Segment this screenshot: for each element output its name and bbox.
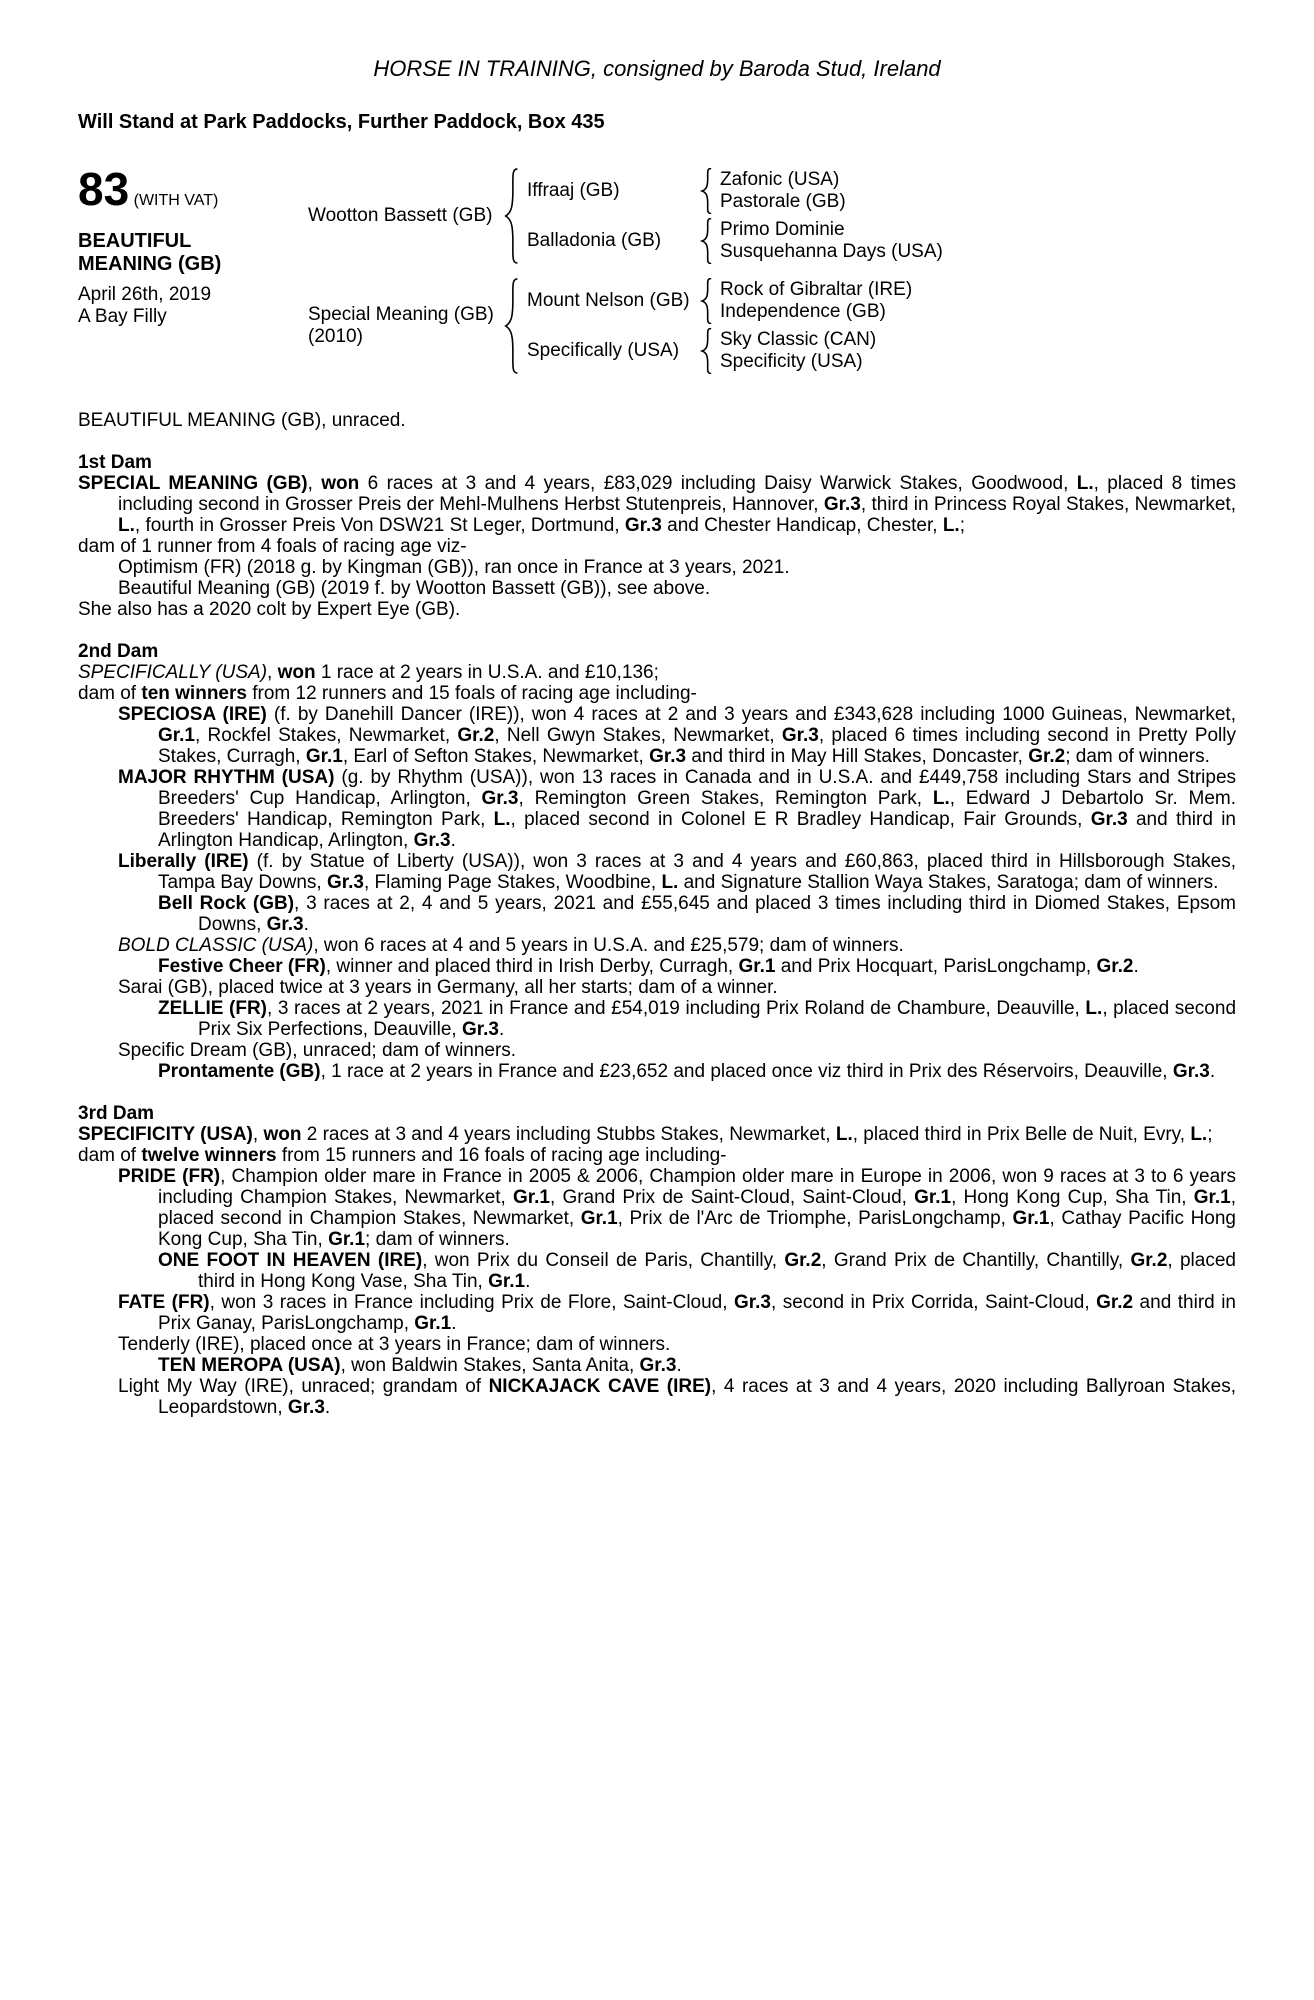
brace-icon: [700, 278, 714, 324]
pedigree-text: [78, 410, 1236, 1418]
text-segment: 1st Dam: [78, 452, 152, 473]
text-segment: 6 races at 3 and 4 years, £83,029 including Daisy Warwick Stakes, Goodwood,: [359, 473, 1077, 494]
text-segment: , placed second in Champion Stakes, Newmarket,: [158, 1187, 1237, 1229]
text-segment: ten winners: [141, 683, 247, 704]
dam-name-text: Special Meaning (GB): [308, 304, 494, 325]
para-sarai: [78, 977, 1236, 998]
text-segment: dam of: [78, 683, 142, 704]
para-bold-classic: [78, 935, 1236, 956]
para-special-meaning: [78, 473, 1236, 536]
text-segment: , 1 race at 2 years in France and £23,652 and placed once viz third in Prix des Réservoirs, Deauville,: [320, 1061, 1173, 1082]
text-segment: , won 6 races at 4 and 5 years in U.S.A. and £25,579; dam of winners.: [313, 935, 904, 956]
text-segment: Gr.3: [287, 1397, 325, 1418]
dam-dam-name: Specifically (USA): [527, 340, 680, 361]
text-segment: Gr.3: [413, 830, 451, 851]
text-segment: ONE FOOT IN HEAVEN (IRE): [158, 1250, 423, 1271]
text-segment: , placed second in Colonel E R Bradley Handicap, Fair Grounds,: [510, 809, 1091, 830]
text-segment: .: [498, 1019, 505, 1040]
ancestor-name: Rock of Gibraltar (IRE): [720, 279, 913, 300]
text-segment: (g. by Rhythm (USA)), won 13 races in Canada and in U.S.A. and £449,758 including Stars and Stripes Breeders' Cup Handicap, Arlington,: [158, 767, 1237, 809]
sire-sire-name: Iffraaj (GB): [527, 180, 620, 201]
text-segment: ,: [307, 473, 322, 494]
text-segment: and third in May Hill Stakes, Doncaster,: [686, 746, 1029, 767]
text-segment: , Nell Gwyn Stakes, Newmarket,: [494, 725, 782, 746]
para-liberally: [78, 851, 1236, 893]
text-segment: , fourth in Grosser Preis Von DSW21 St Leger, Dortmund,: [134, 515, 625, 536]
text-segment: FATE (FR): [118, 1292, 210, 1313]
text-segment: 2nd Dam: [78, 641, 159, 662]
text-segment: Prontamente (GB): [158, 1061, 321, 1082]
dam-sire-name: Mount Nelson (GB): [527, 290, 690, 311]
para-ten-meropa: [78, 1355, 1236, 1376]
dam-branch: [308, 278, 1236, 374]
text-segment: L.: [1085, 998, 1103, 1019]
text-segment: MAJOR RHYTHM (USA): [118, 767, 335, 788]
text-segment: Gr.2: [1096, 956, 1134, 977]
text-segment: SPECIFICITY (USA): [78, 1124, 253, 1145]
text-segment: Gr.3: [624, 515, 662, 536]
text-segment: Sarai (GB), placed twice at 3 years in Germany, all her starts; dam of a winner.: [118, 977, 778, 998]
text-segment: Gr.3: [481, 788, 519, 809]
text-segment: , placed 8 times including second in Grosser Preis der Mehl-Mulhens Herbst Stutenpreis, Hannover,: [118, 473, 1236, 515]
text-segment: NICKAJACK CAVE (IRE): [488, 1376, 712, 1397]
text-segment: twelve winners: [141, 1145, 277, 1166]
text-segment: L.: [493, 809, 511, 830]
text-segment: SPECIOSA (IRE): [118, 704, 267, 725]
text-segment: , Flaming Page Stakes, Woodbine,: [363, 872, 662, 893]
text-segment: , Prix de l'Arc de Triomphe, ParisLongchamp,: [617, 1208, 1013, 1229]
text-segment: L.: [835, 1124, 853, 1145]
text-segment: and third in Arlington Handicap, Arlington,: [158, 809, 1236, 851]
text-segment: , third in Princess Royal Stakes, Newmarket,: [860, 494, 1236, 515]
text-segment: (f. by Danehill Dancer (IRE)), won 4 races at 2 and 3 years and £343,628 including 1000 Guineas, Newmarket,: [266, 704, 1236, 725]
horse-name: BEAUTIFUL MEANING (GB): [78, 230, 222, 275]
text-segment: Bell Rock (GB): [158, 893, 295, 914]
brace-icon: [700, 218, 714, 264]
text-segment: Gr.1: [914, 1187, 952, 1208]
sire-parents: [527, 168, 1236, 264]
text-segment: Gr.3: [462, 1019, 499, 1040]
text-segment: and third in Prix Ganay, ParisLongchamp,: [158, 1292, 1236, 1334]
text-segment: from 15 runners and 16 foals of racing age including-: [276, 1145, 727, 1166]
text-segment: BOLD CLASSIC (USA): [118, 935, 314, 956]
text-segment: , 3 races at 2, 4 and 5 years, 2021 and £55,645 and placed 3 times including third in Diomed Stakes, Epsom Downs,: [198, 893, 1236, 935]
dam-sire-row: [527, 278, 1236, 324]
text-segment: won: [277, 662, 316, 683]
lot-number-line: [78, 163, 308, 215]
text-segment: Gr.1: [513, 1187, 550, 1208]
text-segment: , Cathay Pacific Hong Kong Cup, Sha Tin,: [158, 1208, 1237, 1250]
ancestor-name: Specificity (USA): [720, 351, 863, 372]
text-segment: ;: [959, 515, 965, 536]
heading-1st-dam: [78, 452, 1236, 473]
text-segment: Gr.3: [266, 914, 304, 935]
text-segment: , Edward J Debartolo Sr. Mem. Breeders' Handicap, Remington Park,: [158, 788, 1237, 830]
text-segment: .: [450, 830, 456, 851]
text-segment: Gr.1: [738, 956, 776, 977]
dam-dam-row: [527, 328, 1236, 374]
text-segment: won: [321, 473, 360, 494]
text-segment: dam of: [78, 1145, 142, 1166]
ancestor-name: Primo Dominie: [720, 219, 845, 240]
text-segment: , 4 races at 3 and 4 years, 2020 including Ballyroan Stakes, Leopardstown,: [158, 1376, 1236, 1418]
text-segment: , won Baldwin Stakes, Santa Anita,: [340, 1355, 640, 1376]
text-segment: Gr.3: [781, 725, 819, 746]
lot-vat-note: (WITH VAT): [133, 192, 219, 209]
text-segment: won: [263, 1124, 302, 1145]
text-segment: Gr.3: [823, 494, 861, 515]
stand-location: Will Stand at Park Paddocks, Further Paddock, Box 435: [78, 111, 605, 133]
text-segment: .: [1133, 956, 1139, 977]
text-segment: Beautiful Meaning (GB) (2019 f. by Wootton Bassett (GB)), see above.: [118, 578, 711, 599]
sire-dam-row: [527, 218, 1236, 264]
text-segment: Gr.2: [1130, 1250, 1168, 1271]
text-segment: and Chester Handicap, Chester,: [661, 515, 943, 536]
sire-sire-parents: [720, 169, 1236, 213]
text-segment: L.: [932, 788, 950, 809]
para-prontamente: [78, 1061, 1236, 1082]
brace-icon: [503, 168, 521, 264]
text-segment: BEAUTIFUL MEANING (GB), unraced.: [78, 410, 406, 431]
para-fate: [78, 1292, 1236, 1334]
sire-dam-parents: [720, 219, 1236, 263]
text-segment: .: [676, 1355, 682, 1376]
text-segment: ; dam of winners.: [365, 1229, 510, 1250]
text-segment: 1 race at 2 years in U.S.A. and £10,136;: [315, 662, 659, 683]
text-segment: ZELLIE (FR): [158, 998, 268, 1019]
text-segment: Gr.2: [784, 1250, 822, 1271]
sire-sire-row: [527, 168, 1236, 214]
text-segment: , won Prix du Conseil de Paris, Chantilly,: [422, 1250, 785, 1271]
lot-number: 83: [78, 163, 130, 215]
heading-3rd-dam: [78, 1103, 1236, 1124]
text-segment: L.: [1076, 473, 1094, 494]
para-specifically: [78, 662, 1236, 683]
dam-dam-parents: [720, 329, 1236, 373]
text-segment: ,: [252, 1124, 264, 1145]
text-segment: , placed third in Prix Belle de Nuit, Evry,: [852, 1124, 1191, 1145]
pedigree-tree: [308, 166, 1236, 374]
text-segment: Gr.3: [1172, 1061, 1210, 1082]
para-light-my-way: [78, 1376, 1236, 1418]
text-segment: Gr.3: [734, 1292, 771, 1313]
text-segment: TEN MEROPA (USA): [158, 1355, 341, 1376]
brace-icon: [700, 168, 714, 214]
consignment-header: HORSE IN TRAINING, consigned by Baroda Stud, Ireland: [373, 56, 941, 81]
para-horse-unraced: [78, 410, 1236, 431]
text-segment: Gr.2: [1096, 1292, 1134, 1313]
para-dam-of-twelve-winners: [78, 1145, 1236, 1166]
text-segment: SPECIFICALLY (USA): [78, 662, 268, 683]
text-segment: and Prix Hocquart, ParisLongchamp,: [775, 956, 1097, 977]
brace-icon: [503, 278, 521, 374]
text-segment: Optimism (FR) (2018 g. by Kingman (GB)), ran once in France at 3 years, 2021.: [118, 557, 790, 578]
text-segment: , Hong Kong Cup, Sha Tin,: [951, 1187, 1194, 1208]
text-segment: ;: [1207, 1124, 1213, 1145]
text-segment: Gr.3: [326, 872, 364, 893]
sire-dam-name: Balladonia (GB): [527, 230, 662, 251]
text-segment: SPECIAL MEANING (GB): [78, 473, 308, 494]
text-segment: 2 races at 3 and 4 years including Stubbs Stakes, Newmarket,: [301, 1124, 836, 1145]
para-optimism: [78, 557, 1236, 578]
brace-icon: [700, 328, 714, 374]
text-segment: 3rd Dam: [78, 1103, 155, 1124]
dam-year: (2010): [308, 326, 363, 347]
dam-parents: [527, 278, 1236, 374]
text-segment: , Remington Green Stakes, Remington Park,: [518, 788, 933, 809]
text-segment: ; dam of winners.: [1065, 746, 1210, 767]
text-segment: Liberally (IRE): [118, 851, 249, 872]
text-segment: Tenderly (IRE), placed once at 3 years in France; dam of winners.: [118, 1334, 671, 1355]
sire-branch: [308, 168, 1236, 264]
text-segment: L.: [942, 515, 960, 536]
text-segment: , won 3 races in France including Prix de Flore, Saint-Cloud,: [209, 1292, 735, 1313]
text-segment: Gr.1: [580, 1208, 618, 1229]
text-segment: Light My Way (IRE), unraced; grandam of: [118, 1376, 489, 1397]
text-segment: Gr.1: [488, 1271, 526, 1292]
dam-name: [308, 304, 503, 348]
text-segment: She also has a 2020 colt by Expert Eye (GB).: [78, 599, 461, 620]
text-segment: Gr.1: [328, 1229, 366, 1250]
text-segment: , second in Prix Corrida, Saint-Cloud,: [771, 1292, 1097, 1313]
text-segment: L.: [118, 515, 135, 536]
text-segment: L.: [661, 872, 679, 893]
text-segment: ,: [267, 662, 278, 683]
para-specificity: [78, 1124, 1236, 1145]
text-segment: .: [324, 1397, 331, 1418]
text-segment: L.: [1190, 1124, 1208, 1145]
para-dam-of-1-runner: [78, 536, 1236, 557]
ancestor-name: Zafonic (USA): [720, 169, 840, 190]
text-segment: Gr.3: [649, 746, 687, 767]
text-segment: , Rockfel Stakes, Newmarket,: [194, 725, 458, 746]
lot-info: [78, 163, 308, 328]
text-segment: Gr.3: [1090, 809, 1128, 830]
foal-date: April 26th, 2019: [78, 284, 212, 305]
text-segment: (f. by Statue of Liberty (USA)), won 3 races at 3 and 4 years and £60,863, placed third in Hillsborough Stakes, Tampa Bay Downs,: [158, 851, 1237, 893]
para-zellie: [78, 998, 1236, 1040]
para-pride: [78, 1166, 1236, 1250]
para-major-rhythm: [78, 767, 1236, 851]
ancestor-name: Susquehanna Days (USA): [720, 241, 943, 262]
text-segment: , Grand Prix de Saint-Cloud, Saint-Cloud,: [550, 1187, 915, 1208]
para-tenderly: [78, 1334, 1236, 1355]
para-beautiful-meaning: [78, 578, 1236, 599]
heading-2nd-dam: [78, 641, 1236, 662]
horse-sex-colour: A Bay Filly: [78, 306, 167, 327]
text-segment: and Signature Stallion Waya Stakes, Saratoga; dam of winners.: [678, 872, 1219, 893]
para-one-foot-in-heaven: [78, 1250, 1236, 1292]
text-segment: , winner and placed third in Irish Derby, Curragh,: [325, 956, 739, 977]
text-segment: , 3 races at 2 years, 2021 in France and £54,019 including Prix Roland de Chambure, Deauville,: [267, 998, 1086, 1019]
sire-name: Wootton Bassett (GB): [308, 205, 493, 226]
text-segment: .: [525, 1271, 531, 1292]
text-segment: .: [451, 1313, 457, 1334]
dam-sire-parents: [720, 279, 1236, 323]
para-specific-dream: [78, 1040, 1236, 1061]
text-segment: Specific Dream (GB), unraced; dam of winners.: [118, 1040, 517, 1061]
text-segment: Gr.1: [1012, 1208, 1050, 1229]
text-segment: .: [303, 914, 309, 935]
pedigree-table: [78, 163, 1236, 374]
text-segment: , Champion older mare in France in 2005 & 2006, Champion older mare in Europe in 2006, won 9 races at 3 to 6 years including Champion Stakes, Newmarket,: [158, 1166, 1237, 1208]
ancestor-name: Sky Classic (CAN): [720, 329, 877, 350]
text-segment: .: [1209, 1061, 1216, 1082]
text-segment: Gr.1: [414, 1313, 452, 1334]
text-segment: Gr.2: [457, 725, 495, 746]
text-segment: , placed third in Hong Kong Vase, Sha Tin,: [198, 1250, 1236, 1292]
text-segment: , placed 6 times including second in Pretty Polly Stakes, Curragh,: [158, 725, 1236, 767]
para-festive-cheer: [78, 956, 1236, 977]
ancestor-name: Independence (GB): [720, 301, 886, 322]
text-segment: from 12 runners and 15 foals of racing age including-: [246, 683, 697, 704]
text-segment: , placed second Prix Six Perfections, Deauville,: [198, 998, 1237, 1040]
text-segment: Festive Cheer (FR): [158, 956, 326, 977]
para-dam-of-ten-winners: [78, 683, 1236, 704]
text-segment: Gr.1: [1193, 1187, 1231, 1208]
para-speciosa: [78, 704, 1236, 767]
text-segment: , Earl of Sefton Stakes, Newmarket,: [342, 746, 650, 767]
para-2020-colt: [78, 599, 1236, 620]
text-segment: Gr.2: [1028, 746, 1066, 767]
para-bell-rock: [78, 893, 1236, 935]
ancestor-name: Pastorale (GB): [720, 191, 846, 212]
text-segment: Gr.1: [158, 725, 195, 746]
text-segment: Gr.1: [305, 746, 343, 767]
text-segment: dam of 1 runner from 4 foals of racing age viz-: [78, 536, 467, 557]
text-segment: PRIDE (FR): [118, 1166, 221, 1187]
text-segment: , Grand Prix de Chantilly, Chantilly,: [821, 1250, 1131, 1271]
text-segment: Gr.3: [639, 1355, 677, 1376]
